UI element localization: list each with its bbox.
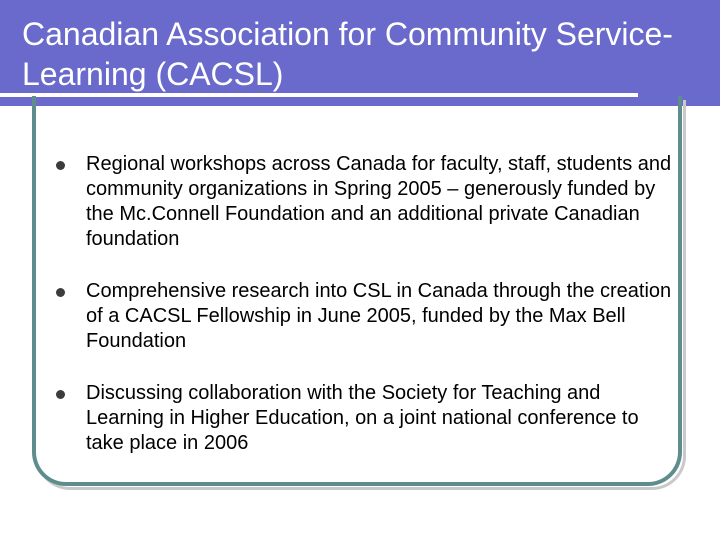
bullet-dot-icon xyxy=(56,288,65,297)
bullet-text: Comprehensive research into CSL in Canada through the creation of a CACSL Fellowship in June 2005, funded by the Max Bell Foundation xyxy=(86,280,672,352)
bullet-dot-icon xyxy=(56,390,65,399)
bullet-text: Discussing collaboration with the Society for Teaching and Learning in Higher Education, on a joint national conference to take place in 2006 xyxy=(86,382,639,454)
bullet-list xyxy=(50,152,680,483)
bullet-text: Regional workshops across Canada for faculty, staff, students and community organizations in Spring 2005 – generously funded by the Mc.Connell Foundation and an additional private Canadian foundation xyxy=(86,153,672,250)
bullet-item xyxy=(50,152,680,252)
bullet-dot-icon xyxy=(56,161,65,170)
bullet-item xyxy=(50,381,680,456)
slide-title: Canadian Association for Community Service-Learning (CACSL) xyxy=(22,16,673,92)
bullet-item xyxy=(50,279,680,354)
